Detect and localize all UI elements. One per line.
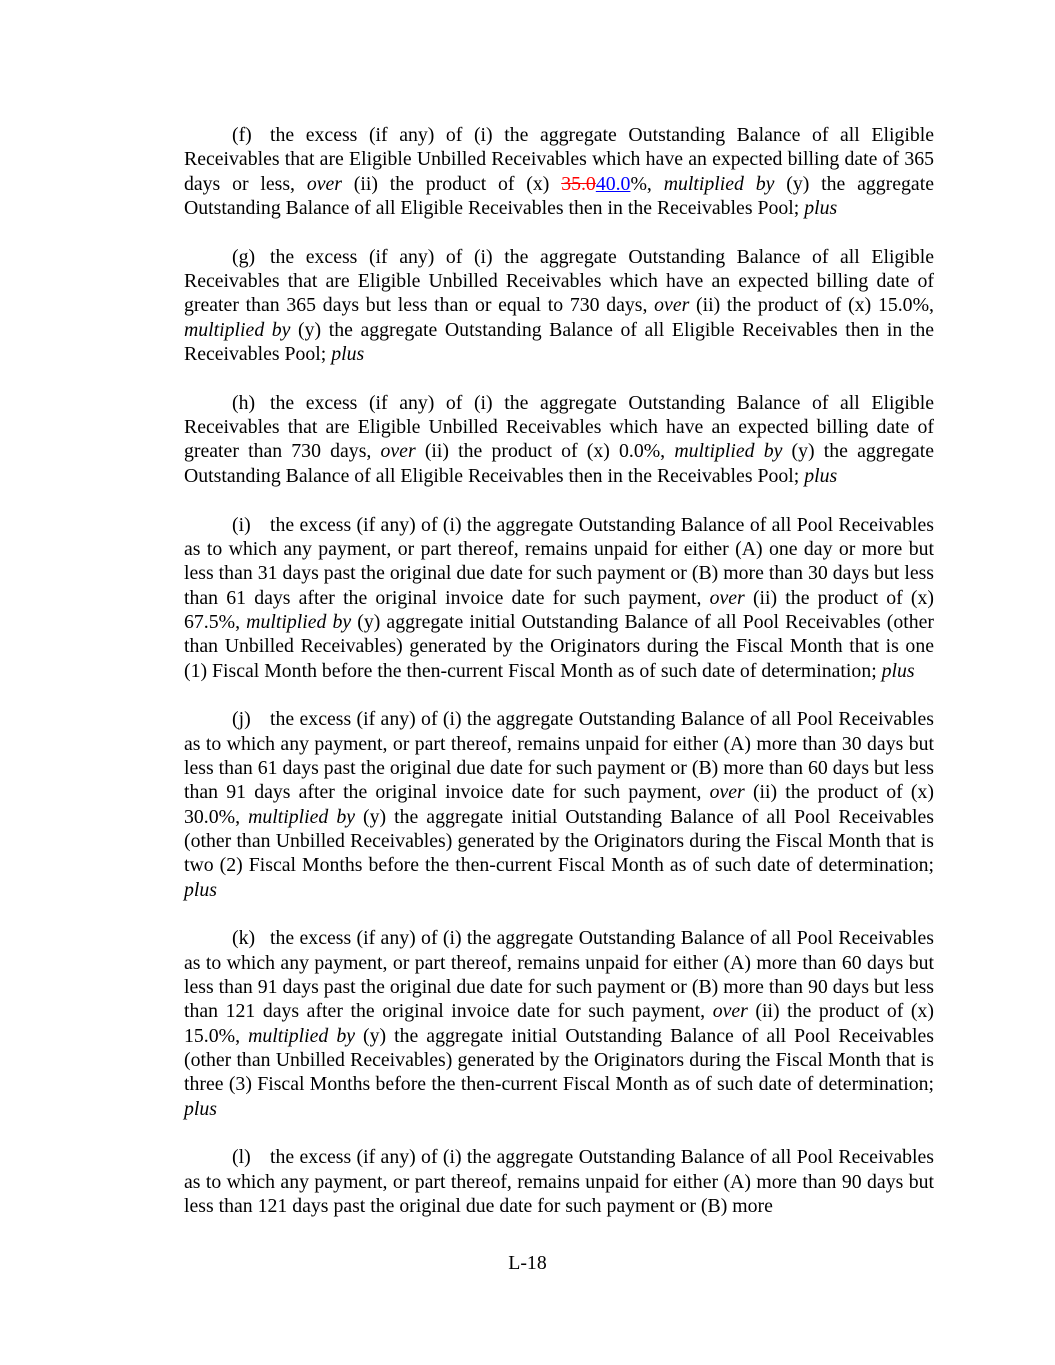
text-run: the excess (if any) of (i) the aggregate Outstanding Balance of all Eligible Receivables that are Eligible Unbilled Receivables which have an expected billing date of greater than 730 days, [184, 391, 934, 463]
document-body [184, 123, 934, 1243]
italic-text: over [709, 781, 745, 804]
paragraph-label: (f) [232, 124, 252, 146]
text-run: (ii) the product of (x) 15.0%, [184, 1000, 934, 1047]
text-run: (ii) the product of (x) 0.0%, [415, 440, 675, 463]
text-run: %, [630, 172, 664, 195]
paragraph-h [184, 391, 934, 488]
italic-text: plus [184, 1097, 217, 1120]
text-run: the excess (if any) of (i) the aggregate Outstanding Balance of all Eligible Receivables that are Eligible Unbilled Receivables which have an expected billing date of 365 days or less, [184, 124, 934, 195]
text-run: (y) aggregate initial Outstanding Balance of all Pool Receivables (other than Unbilled Receivables) generated by the Originators during the Fiscal Month that is one (1) Fiscal Month before the then-current Fiscal Month as of such date of determination; [184, 610, 934, 682]
italic-text: over [712, 1000, 748, 1023]
text-run: (y) the aggregate initial Outstanding Balance of all Pool Receivables (other than Unbilled Receivables) generated by the Originators during the Fiscal Month that is three (3) Fiscal Months before the then-current Fiscal Month as of such date of determination; [184, 1024, 934, 1096]
text-run: the excess (if any) of (i) the aggregate Outstanding Balance of all Pool Receivables as to which any payment, or part thereof, remains unpaid for either (A) more than 60 days but less than 91 days past the original due date for such payment or (B) more than 90 days but less than 121 days after the original invoice date for such payment, [184, 927, 934, 1023]
text-run: the excess (if any) of (i) the aggregate Outstanding Balance of all Pool Receivables as to which any payment, or part thereof, remains unpaid for either (A) more than 30 days but less than 61 days past the original due date for such payment or (B) more than 60 days but less than 91 days after the original invoice date for such payment, [184, 708, 934, 804]
paragraph-i [184, 513, 934, 683]
paragraph-label: (k) [232, 927, 256, 950]
italic-text: over [654, 294, 690, 317]
paragraph-f [184, 123, 934, 220]
italic-text: plus [804, 197, 838, 220]
page-number: L-18 [508, 1252, 547, 1274]
text-run: the excess (if any) of (i) the aggregate Outstanding Balance of all Pool Receivables as to which any payment, or part thereof, remains unpaid for either (A) one day or more but less than 31 days past the original due date for such payment or (B) more than 30 days but less than 61 days after the original invoice date for such payment, [184, 513, 934, 609]
text-run: (ii) the product of (x) 30.0%, [184, 781, 934, 828]
paragraph-k [184, 926, 934, 1121]
text-run: the excess (if any) of (i) the aggregate Outstanding Balance of all Eligible Receivables that are Eligible Unbilled Receivables which have an expected billing date of greater than 365 days but less than or equal to 730 days, [184, 245, 934, 317]
text-run: (ii) the product of (x) 67.5%, [184, 586, 934, 633]
paragraph-label: (i) [232, 513, 251, 536]
italic-text: multiplied by [663, 172, 775, 195]
italic-text: over [709, 586, 745, 609]
italic-text: plus [804, 464, 838, 487]
paragraph-j [184, 707, 934, 902]
italic-text: multiplied by [246, 610, 352, 633]
paragraph-l [184, 1145, 934, 1218]
italic-text: over [306, 172, 342, 195]
text-run: (ii) the product of (x) [341, 172, 562, 195]
italic-text: multiplied by [248, 1024, 355, 1047]
italic-text: plus [331, 343, 365, 366]
paragraph-label: (l) [232, 1146, 251, 1169]
paragraph-label: (h) [232, 391, 256, 414]
italic-text: multiplied by [674, 440, 783, 463]
text-run: (y) the aggregate Outstanding Balance of all Eligible Receivables then in the Receivables Pool; [184, 440, 934, 487]
italic-text: multiplied by [184, 318, 291, 341]
italic-text: over [380, 440, 416, 463]
text-run: (y) the aggregate initial Outstanding Balance of all Pool Receivables (other than Unbilled Receivables) generated by the Originators during the Fiscal Month that is two (2) Fiscal Months before the then-current Fiscal Month as of such date of determination; [184, 805, 934, 877]
deleted-text: 35.0 [561, 172, 596, 195]
text-run: (y) the aggregate Outstanding Balance of all Eligible Receivables then in the Receivables Pool; [184, 172, 934, 220]
text-run: the excess (if any) of (i) the aggregate Outstanding Balance of all Pool Receivables as to which any payment, or part thereof, remains unpaid for either (A) more than 90 days but less than 121 days past the original due date for such payment or (B) more [184, 1146, 934, 1218]
italic-text: multiplied by [248, 805, 355, 828]
paragraph-g [184, 245, 934, 367]
text-run: (y) the aggregate Outstanding Balance of all Eligible Receivables then in the Receivables Pool; [184, 318, 934, 366]
text-run: (ii) the product of (x) 15.0%, [689, 294, 934, 317]
italic-text: plus [881, 659, 915, 682]
paragraph-label: (g) [232, 245, 256, 268]
paragraph-label: (j) [232, 708, 251, 731]
italic-text: plus [184, 878, 217, 901]
inserted-text: 40.0 [595, 172, 631, 195]
